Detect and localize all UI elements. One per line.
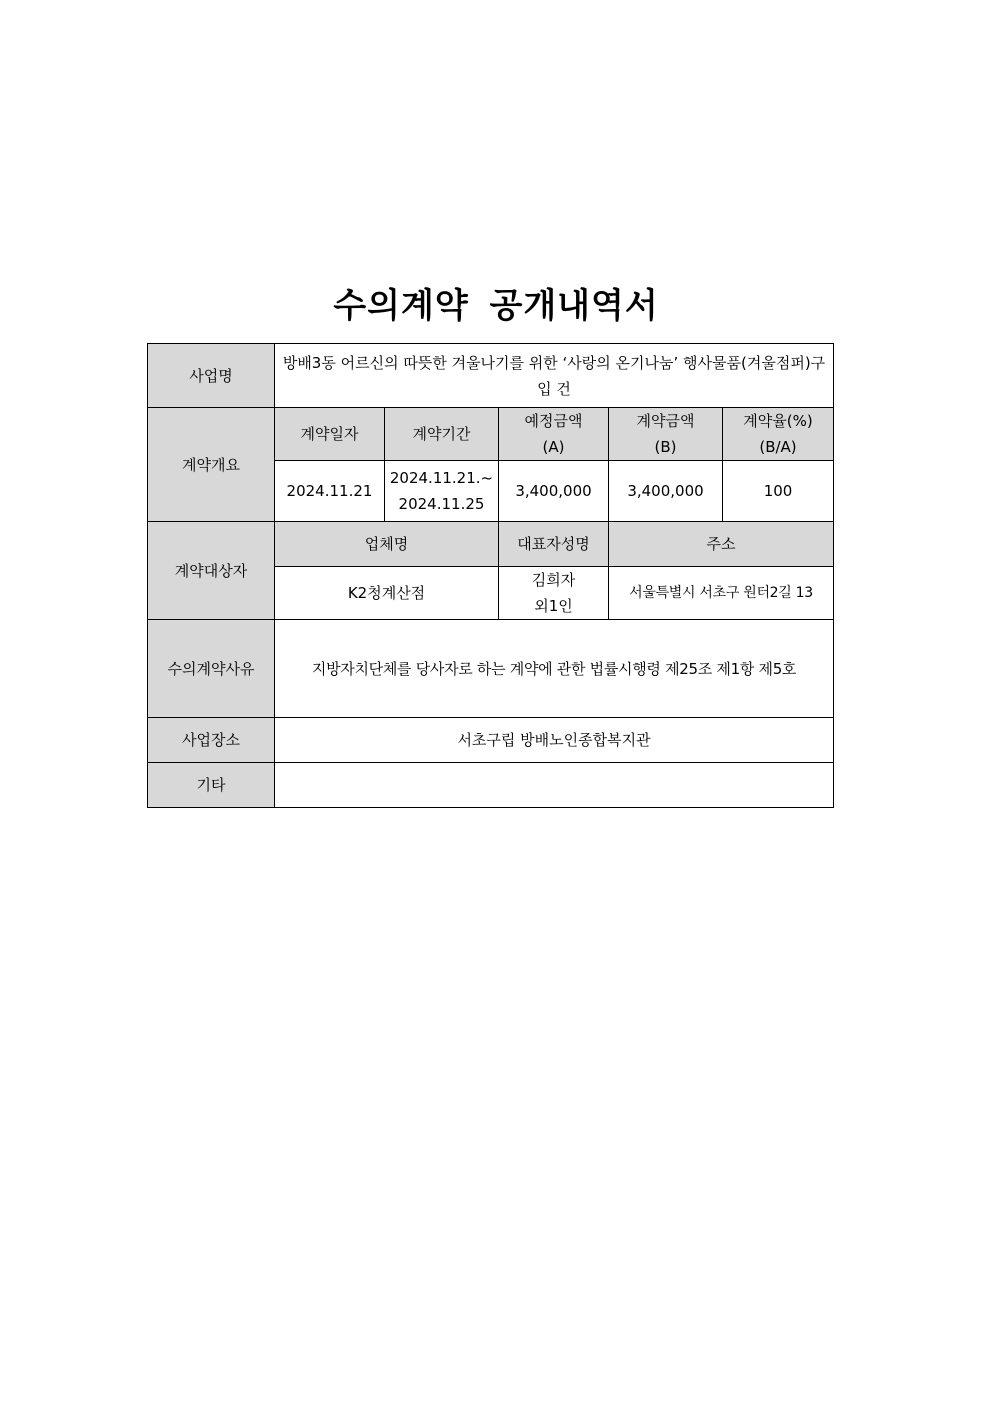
location-label: 사업장소	[148, 718, 275, 763]
estimated-amount-header-line1: 예정금액	[524, 412, 583, 430]
contract-period-header: 계약기간	[385, 408, 499, 461]
location-row	[148, 718, 834, 763]
contract-date-value: 2024.11.21	[275, 461, 385, 522]
contract-rate-header-line1: 계약율(%)	[743, 412, 813, 430]
contract-period-end: 2024.11.25	[398, 495, 485, 513]
representative-line1: 김희자	[531, 571, 576, 589]
contract-summary-header-row	[148, 408, 834, 461]
estimated-amount-value: 3,400,000	[499, 461, 609, 522]
contract-rate-header-line2: (B/A)	[759, 438, 797, 456]
contract-amount-header-line1: 계약금액	[636, 412, 695, 430]
estimated-amount-header	[499, 408, 609, 461]
reason-row	[148, 620, 834, 718]
contract-amount-header	[609, 408, 723, 461]
contract-date-header: 계약일자	[275, 408, 385, 461]
contract-rate-header	[723, 408, 834, 461]
contractor-header-row	[148, 522, 834, 567]
contract-amount-value: 3,400,000	[609, 461, 723, 522]
location-value: 서초구립 방배노인종합복지관	[275, 718, 834, 763]
company-name-header: 업체명	[275, 522, 499, 567]
representative-header: 대표자성명	[499, 522, 609, 567]
reason-value: 지방자치단체를 당사자로 하는 계약에 관한 법률시행령 제25조 제1항 제5호	[275, 620, 834, 718]
address-value: 서울특별시 서초구 원터2길 13	[609, 567, 834, 620]
contract-period-value	[385, 461, 499, 522]
estimated-amount-header-line2: (A)	[542, 438, 565, 456]
contract-period-start: 2024.11.21.~	[389, 469, 494, 487]
project-name-row	[148, 344, 834, 408]
project-name-label: 사업명	[148, 344, 275, 408]
etc-label: 기타	[148, 763, 275, 808]
representative-line2: 외1인	[534, 597, 573, 615]
project-name-value: 방배3동 어르신의 따뜻한 겨울나기를 위한 ‘사랑의 온기나눔’ 행사물품(겨울점퍼)구입 건	[275, 344, 834, 408]
representative-value	[499, 567, 609, 620]
contract-summary-label: 계약개요	[148, 408, 275, 522]
contract-rate-value: 100	[723, 461, 834, 522]
address-header: 주소	[609, 522, 834, 567]
company-name-value: K2청계산점	[275, 567, 499, 620]
contract-disclosure-table	[147, 343, 834, 808]
reason-label: 수의계약사유	[148, 620, 275, 718]
etc-value	[275, 763, 834, 808]
page-title: 수의계약 공개내역서	[333, 286, 659, 326]
etc-row	[148, 763, 834, 808]
contract-amount-header-line2: (B)	[654, 438, 677, 456]
contractor-label: 계약대상자	[148, 522, 275, 620]
